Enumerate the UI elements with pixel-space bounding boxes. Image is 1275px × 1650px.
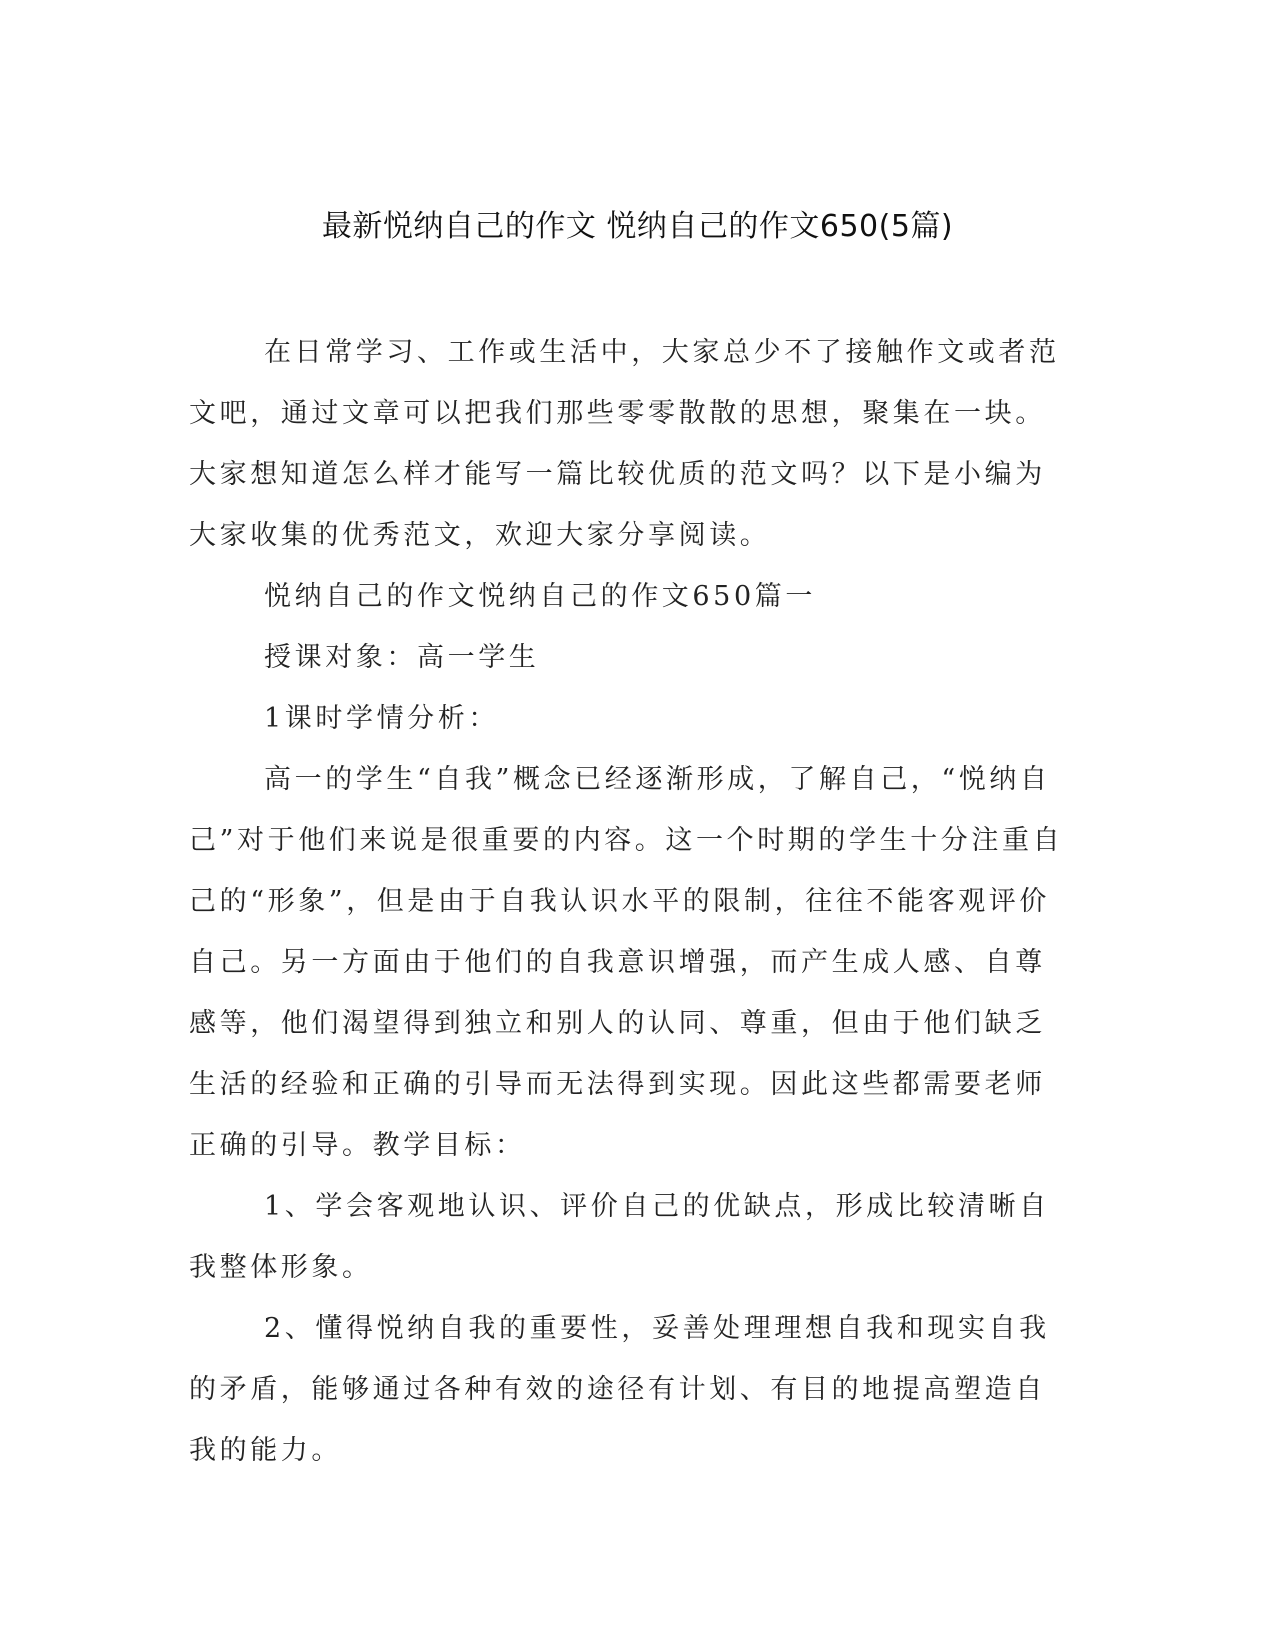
objective-2: 2、懂得悦纳自我的重要性，妥善处理理想自我和现实自我的矛盾，能够通过各种有效的途径有计划、有目的地提高塑造自我的能力。 (189, 1313, 1050, 1466)
audience-line: 授课对象：高一学生 (264, 642, 540, 673)
intro-paragraph: 在日常学习、工作或生活中，大家总少不了接触作文或者范文吧，通过文章可以把我们那些零零散散的思想，聚集在一块。大家想知道怎么样才能写一篇比较优质的范文吗？以下是小编为大家收集的优秀范文，欢迎大家分享阅读。 (189, 337, 1060, 551)
objective-1: 1、学会客观地认识、评价自己的优缺点，形成比较清晰自我整体形象。 (189, 1191, 1050, 1283)
document-body (189, 322, 1069, 1481)
document-title: 最新悦纳自己的作文 悦纳自己的作文650(5篇) (321, 209, 954, 244)
section-heading: 悦纳自己的作文悦纳自己的作文650篇一 (264, 581, 816, 612)
analysis-heading: 1课时学情分析： (264, 703, 499, 734)
analysis-paragraph: 高一的学生“自我”概念已经逐渐形成，了解自己，“悦纳自己”对于他们来说是很重要的内容。这一个时期的学生十分注重自己的“形象”，但是由于自我认识水平的限制，往往不能客观评价自己。另一方面由于他们的自我意识增强，而产生成人感、自尊感等，他们渴望得到独立和别人的认同、尊重，但由于他们缺乏生活的经验和正确的引导而无法得到实现。因此这些都需要老师正确的引导。教学目标： (189, 764, 1064, 1161)
